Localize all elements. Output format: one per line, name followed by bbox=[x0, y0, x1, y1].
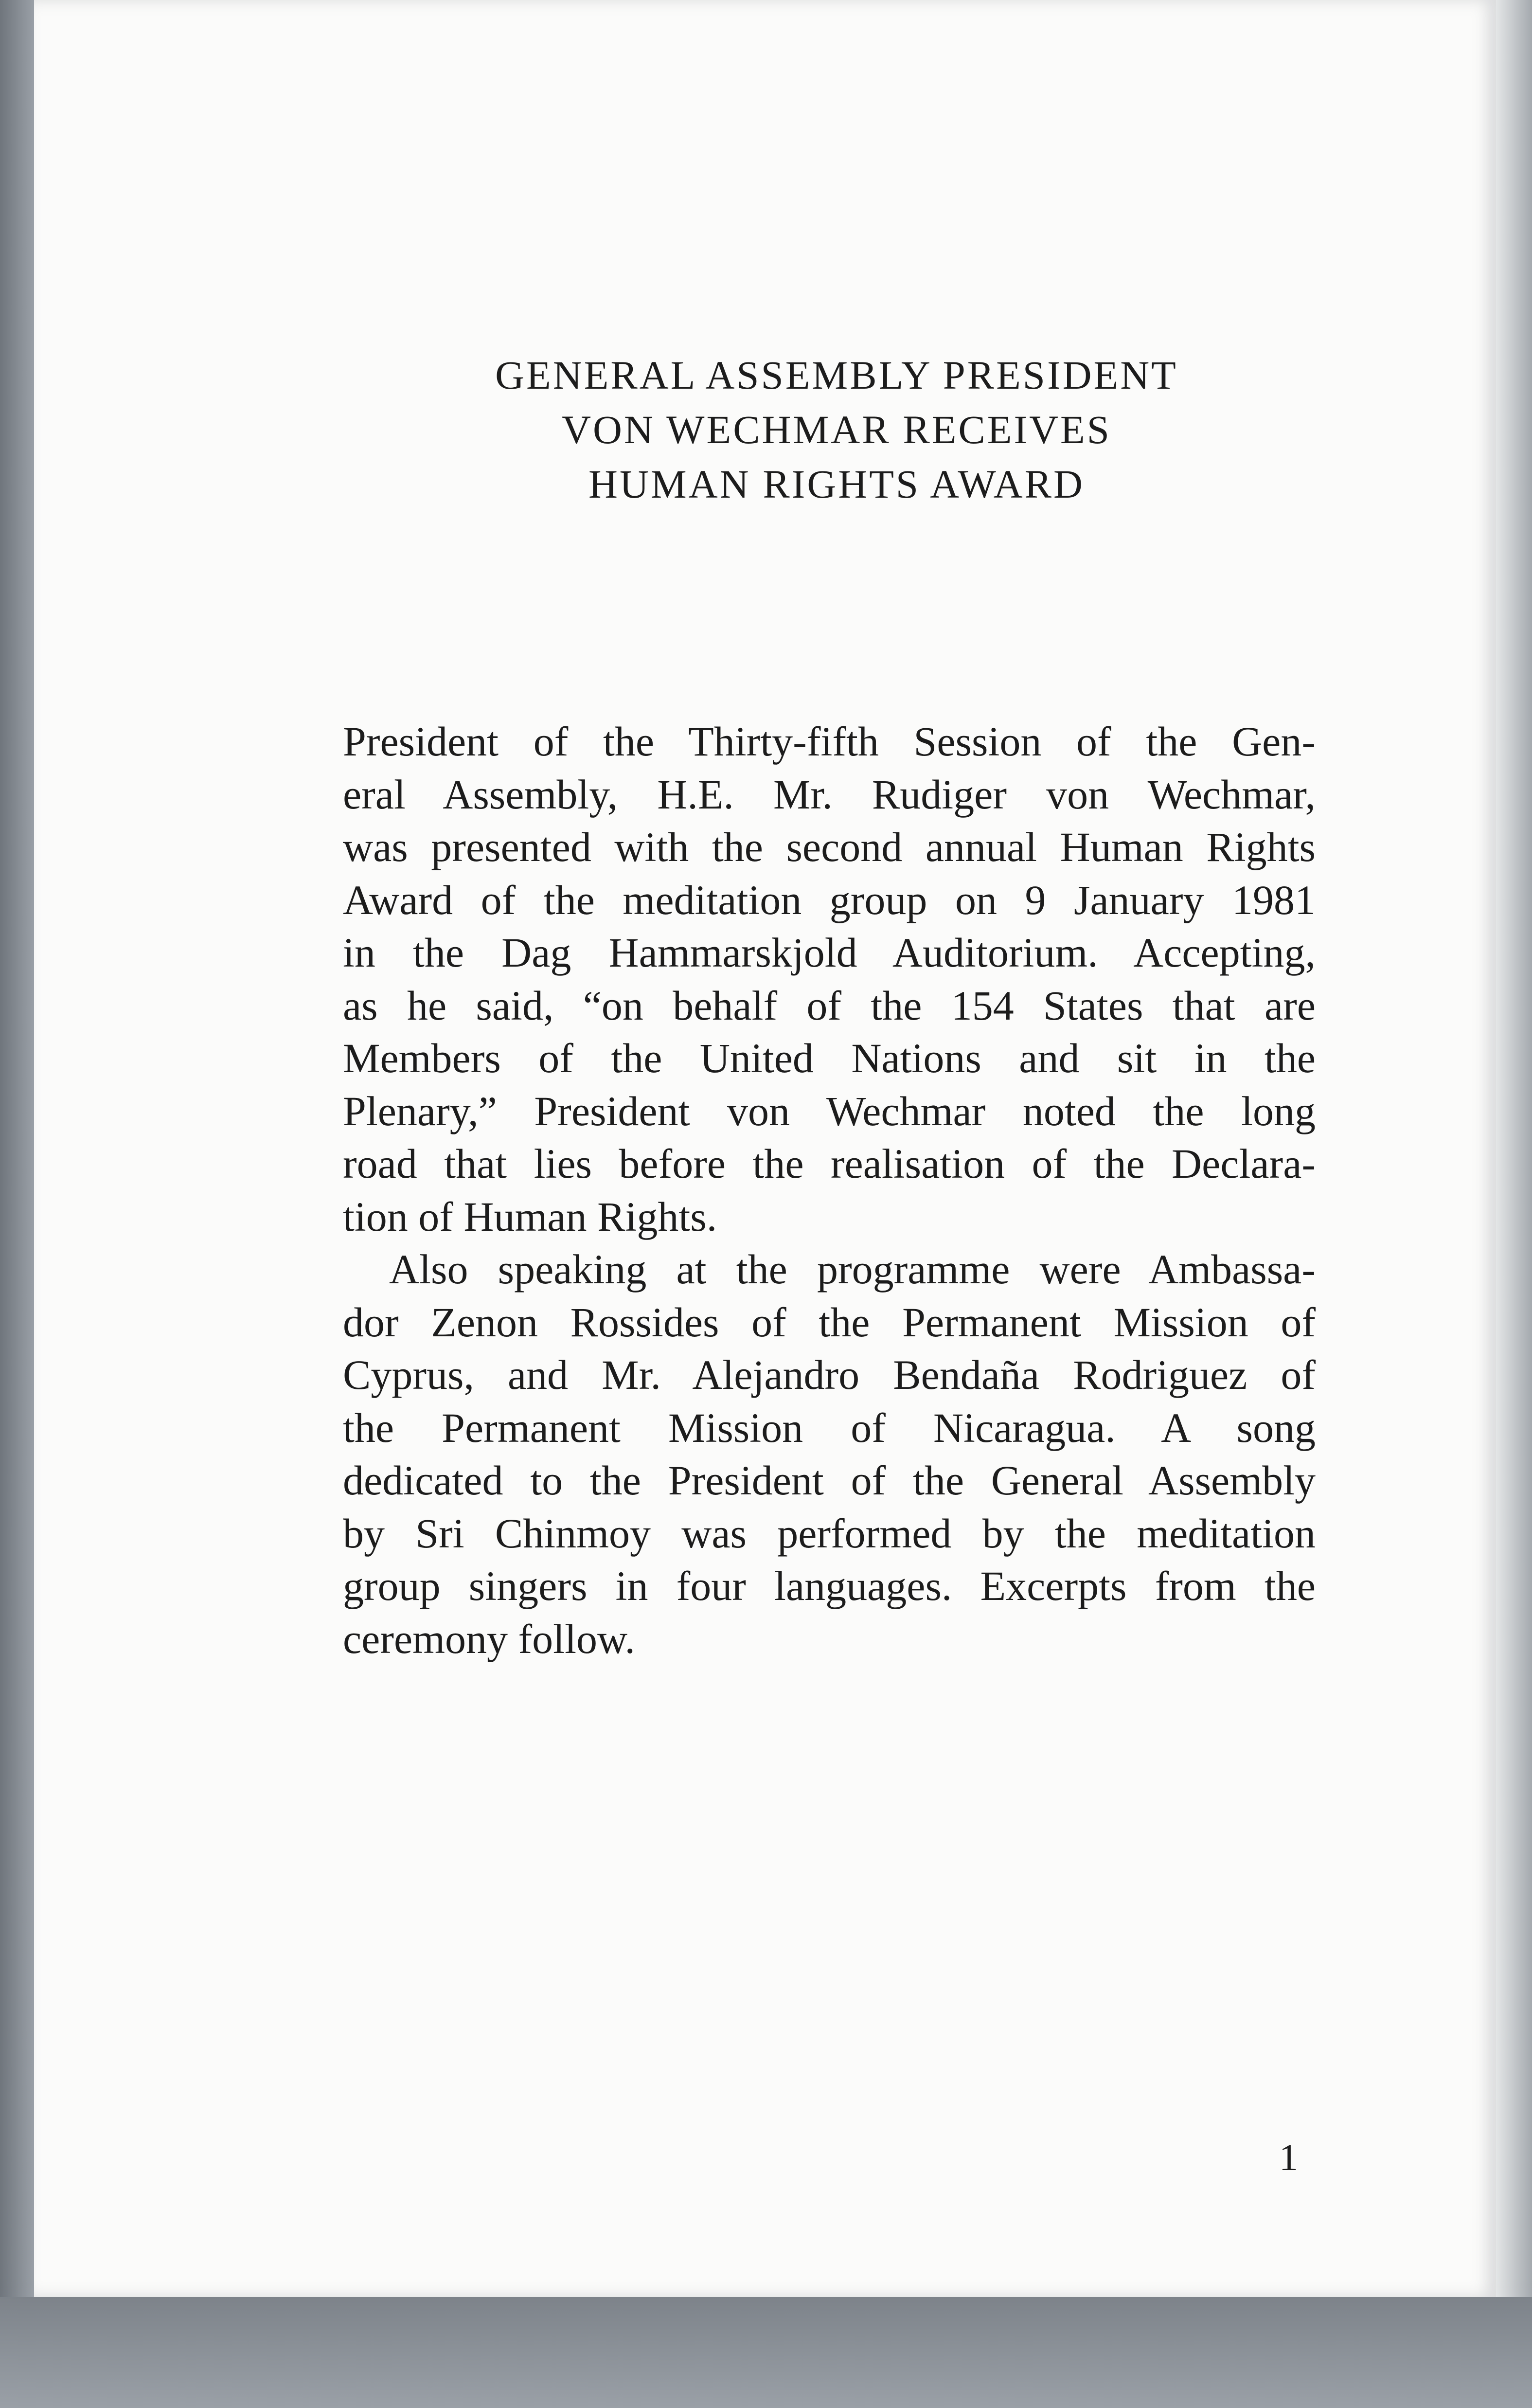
title-line: GENERAL ASSEMBLY PRESIDENT bbox=[495, 353, 1178, 397]
right-scan-edge bbox=[1496, 0, 1532, 2408]
binding-edge bbox=[0, 0, 34, 2408]
text-line: President of the Thirty-fifth Session of the Gen- bbox=[343, 718, 1316, 765]
paragraph-2 bbox=[343, 1243, 1316, 1665]
page-number: 1 bbox=[1279, 2136, 1298, 2178]
title-line: HUMAN RIGHTS AWARD bbox=[588, 462, 1085, 506]
text-line: the Permanent Mission of Nicaragua. A song bbox=[343, 1404, 1316, 1451]
article-body bbox=[343, 715, 1316, 1665]
text-line: as he said, “on behalf of the 154 States that are bbox=[343, 982, 1316, 1029]
text-line: in the Dag Hammarskjold Auditorium. Accepting, bbox=[343, 929, 1316, 976]
text-line: Award of the meditation group on 9 January 1981 bbox=[343, 876, 1316, 923]
paragraph-1 bbox=[343, 715, 1316, 1243]
text-line: road that lies before the realisation of the Declara- bbox=[343, 1140, 1316, 1187]
text-line: Plenary,” President von Wechmar noted the long bbox=[343, 1087, 1316, 1134]
text-line: by Sri Chinmoy was performed by the meditation bbox=[343, 1509, 1316, 1557]
title-line: VON WECHMAR RECEIVES bbox=[562, 407, 1111, 452]
text-line: Members of the United Nations and sit in the bbox=[343, 1035, 1316, 1081]
text-line: was presented with the second annual Human Rights bbox=[343, 824, 1316, 870]
text-line: group singers in four languages. Excerpts from the bbox=[343, 1563, 1316, 1609]
text-line: Cyprus, and Mr. Alejandro Bendaña Rodriguez of bbox=[343, 1351, 1316, 1398]
text-line: dor Zenon Rossides of the Permanent Mission of bbox=[343, 1298, 1316, 1346]
text-line: dedicated to the President of the General Assembly bbox=[343, 1457, 1316, 1504]
paper-sheet bbox=[34, 0, 1496, 2297]
bottom-scan-edge bbox=[0, 2297, 1532, 2408]
text-line: Also speaking at the programme were Ambassa- bbox=[389, 1246, 1316, 1293]
page-title bbox=[374, 348, 1299, 511]
text-line: eral Assembly, H.E. Mr. Rudiger von Wechmar, bbox=[343, 771, 1316, 818]
text-line: tion of Human Rights. bbox=[343, 1193, 717, 1240]
text-line: ceremony follow. bbox=[343, 1615, 635, 1662]
